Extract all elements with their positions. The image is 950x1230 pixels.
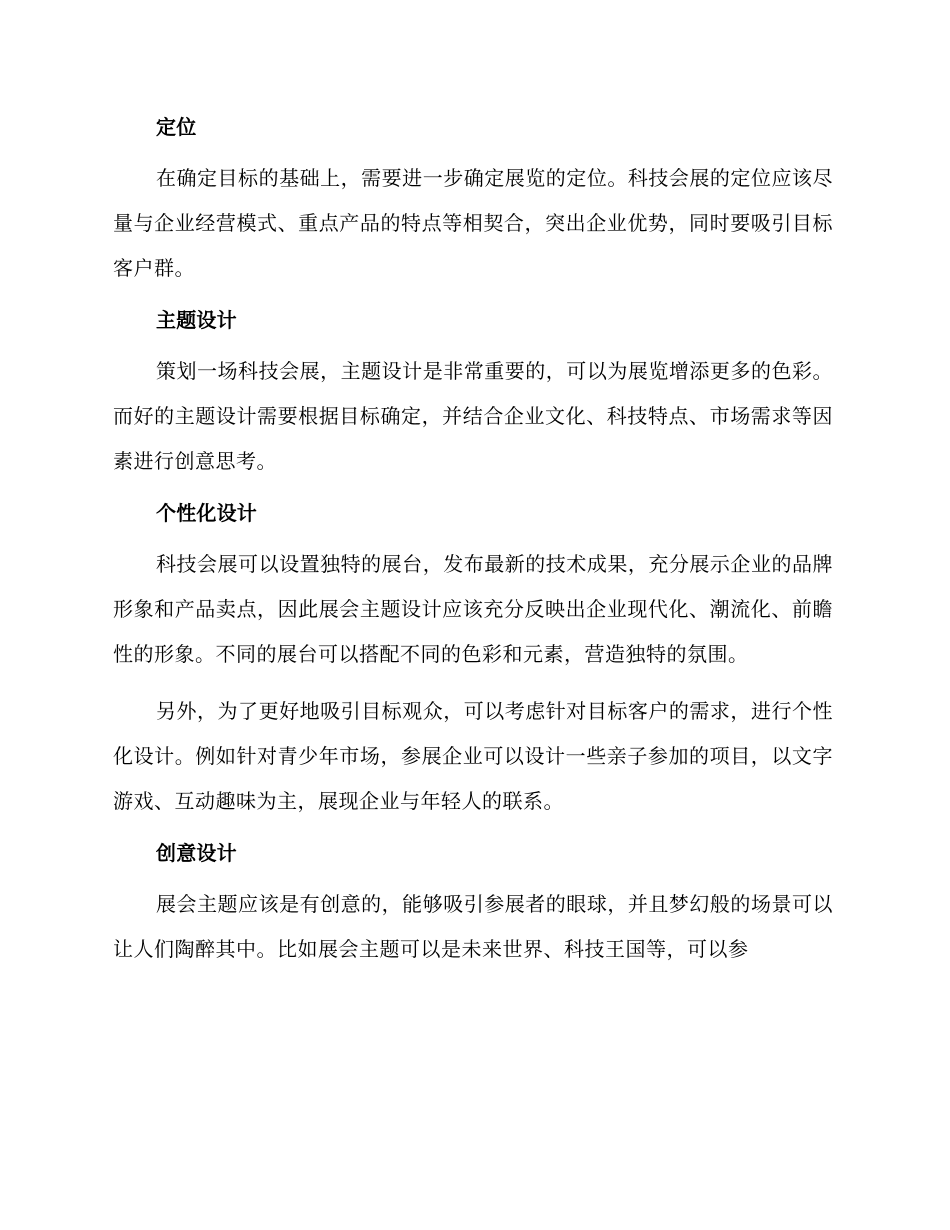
paragraph-personalized-design-1: 科技会展可以设置独特的展台，发布最新的技术成果，充分展示企业的品牌形象和产品卖点，因此展会主题设计应该充分反映出企业现代化、潮流化、前瞻性的形象。不同的展台可以搭配不同的色彩和元素，营造独特的氛围。 [113,552,833,666]
section-heading-creative-design: 创意设计 [156,841,237,865]
section-heading-theme-design: 主题设计 [156,308,237,332]
paragraph-theme-design: 策划一场科技会展，主题设计是非常重要的，可以为展览增添更多的色彩。而好的主题设计需要根据目标确定，并结合企业文化、科技特点、市场需求等因素进行创意思考。 [113,359,833,473]
paragraph-personalized-design-2: 另外，为了更好地吸引目标观众，可以考虑针对目标客户的需求，进行个性化设计。例如针对青少年市场，参展企业可以设计一些亲子参加的项目，以文字游戏、互动趣味为主，展现企业与年轻人的联系。 [113,699,833,813]
document-body [113,110,833,972]
paragraph-positioning: 在确定目标的基础上，需要进一步确定展览的定位。科技会展的定位应该尽量与企业经营模式、重点产品的特点等相契合，突出企业优势，同时要吸引目标客户群。 [113,166,833,280]
section-heading-personalized-design: 个性化设计 [156,501,257,525]
section-heading-positioning: 定位 [156,115,197,139]
paragraph-creative-design: 展会主题应该是有创意的，能够吸引参展者的眼球，并且梦幻般的场景可以让人们陶醉其中。比如展会主题可以是未来世界、科技王国等，可以参 [113,892,833,961]
